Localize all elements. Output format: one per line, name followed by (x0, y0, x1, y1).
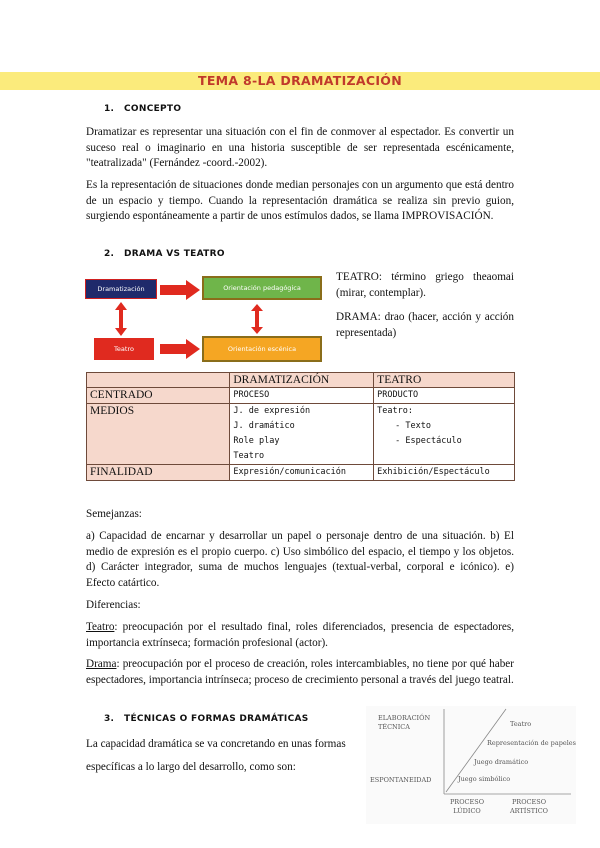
section-heading-drama-vs-teatro (104, 249, 225, 259)
semejanzas-title: Semejanzas: (86, 508, 142, 520)
teatro-label: Teatro (86, 621, 115, 633)
table-row (87, 404, 515, 465)
table-header-cell: DRAMATIZACIÓN (230, 373, 374, 388)
y-axis-top-label: ELABORACIÓN TÉCNICA (378, 714, 431, 731)
tecnicas-line-2: específicas a lo largo del desarrollo, como son: (86, 761, 296, 773)
section-title: TÉCNICAS O FORMAS DRAMÁTICAS (124, 714, 309, 724)
table-cell: Exhibición/Espectáculo (374, 465, 515, 481)
page-title: TEMA 8-LA DRAMATIZACIÓN (198, 73, 402, 88)
table-header-cell: TEATRO (374, 373, 515, 388)
drama-label: Drama (86, 658, 117, 670)
double-arrow-vertical-icon (114, 302, 128, 336)
y-axis-bottom-label: ESPONTANEIDAD (370, 776, 432, 784)
table-cell (230, 404, 374, 465)
table-cell (374, 404, 515, 465)
table-cell: Expresión/comunicación (230, 465, 374, 481)
stage-label: Juego simbólico (458, 775, 511, 783)
definition-drama: DRAMA: drao (hacer, acción y acción representada) (336, 311, 514, 339)
x-axis-left-label: PROCESO LÚDICO (449, 798, 485, 815)
teatro-text: : preocupación por el resultado final, roles diferenciados, presencia de espectadores, importancia extrínseca; formación profesional (actor). (86, 621, 514, 649)
arrow-right-icon (158, 280, 202, 300)
concepto-paragraph-2: Es la representación de situaciones donde median personajes con un argumento que está dentro de un espacio y tiempo. Cuando la representación dramática se realiza sin previo guion, surgiendo espontáneamente a partir de unos estímulos dados, se llama IMPROVISACIÓN. (86, 179, 514, 222)
diferencias-drama (86, 657, 514, 688)
box-teatro: Teatro (94, 338, 154, 360)
table-header-row (87, 373, 515, 388)
box-dramatizacion: Dramatización (85, 279, 157, 299)
diferencias-title: Diferencias: (86, 599, 141, 611)
concepto-paragraph-1: Dramatizar es representar una situación con el fin de conmover al espectador. Es convertir un suceso real o imaginario en una historia susceptible de ser representada escénicamente, "teatralizada" (Fernández -coord.-2002). (86, 126, 514, 169)
medios-item: - Espectáculo (395, 436, 462, 446)
stage-label: Teatro (510, 720, 532, 728)
definition-teatro: TEATRO: término griego theaomai (mirar, contemplar). (336, 271, 514, 299)
row-label: FINALIDAD (87, 465, 230, 481)
table-cell: PROCESO (230, 388, 374, 404)
medios-item: Role play (233, 436, 280, 446)
section-heading-concepto (104, 104, 181, 114)
diferencias-teatro (86, 620, 514, 651)
medios-item: Teatro (233, 451, 265, 461)
section-number: 2. (104, 249, 115, 259)
x-axis-right-label: PROCESO ARTÍSTICO (509, 798, 549, 815)
medios-item: - Texto (395, 421, 431, 431)
table-cell: PRODUCTO (374, 388, 515, 404)
double-arrow-vertical-icon (250, 304, 264, 334)
medios-item: J. dramático (233, 421, 295, 431)
section-title: CONCEPTO (124, 104, 182, 114)
medios-item: J. de expresión (233, 406, 311, 416)
semejanzas-text: a) Capacidad de encarnar y desarrollar un papel o personaje dentro de una situación. b) El medio de expresión es el propio cuerpo. c) Uso simbólico del espacio, el tiempo y los objetos. d) Carácter integrador, suma de muchos lenguajes (textual-verbal, corporal e icónico). e) Efecto catártico. (86, 530, 514, 589)
section-heading-tecnicas (104, 714, 309, 724)
drama-text: : preocupación por el proceso de creación, roles intercambiables, no tiene por qué haber espectadores, importancia intrínseca; proceso de crecimiento personal a través del juego teatral. (86, 658, 514, 686)
section-title: DRAMA VS TEATRO (124, 249, 225, 259)
medios-teatro-title: Teatro: (377, 406, 413, 416)
table-row (87, 465, 515, 481)
tecnicas-line-1: La capacidad dramática se va concretando en unas formas (86, 738, 346, 750)
arrow-right-icon (158, 339, 202, 359)
table-header-cell (87, 373, 230, 388)
box-orientacion-pedagogica: Orientación pedagógica (202, 276, 322, 300)
table-row (87, 388, 515, 404)
section-number: 1. (104, 104, 115, 114)
row-label: MEDIOS (87, 404, 230, 465)
stage-label: Representación de papeles (487, 739, 576, 747)
comparison-table (86, 372, 515, 481)
section-number: 3. (104, 714, 115, 724)
row-label: CENTRADO (87, 388, 230, 404)
stage-label: Juego dramático (474, 758, 529, 766)
box-orientacion-escenica: Orientación escénica (202, 336, 322, 362)
